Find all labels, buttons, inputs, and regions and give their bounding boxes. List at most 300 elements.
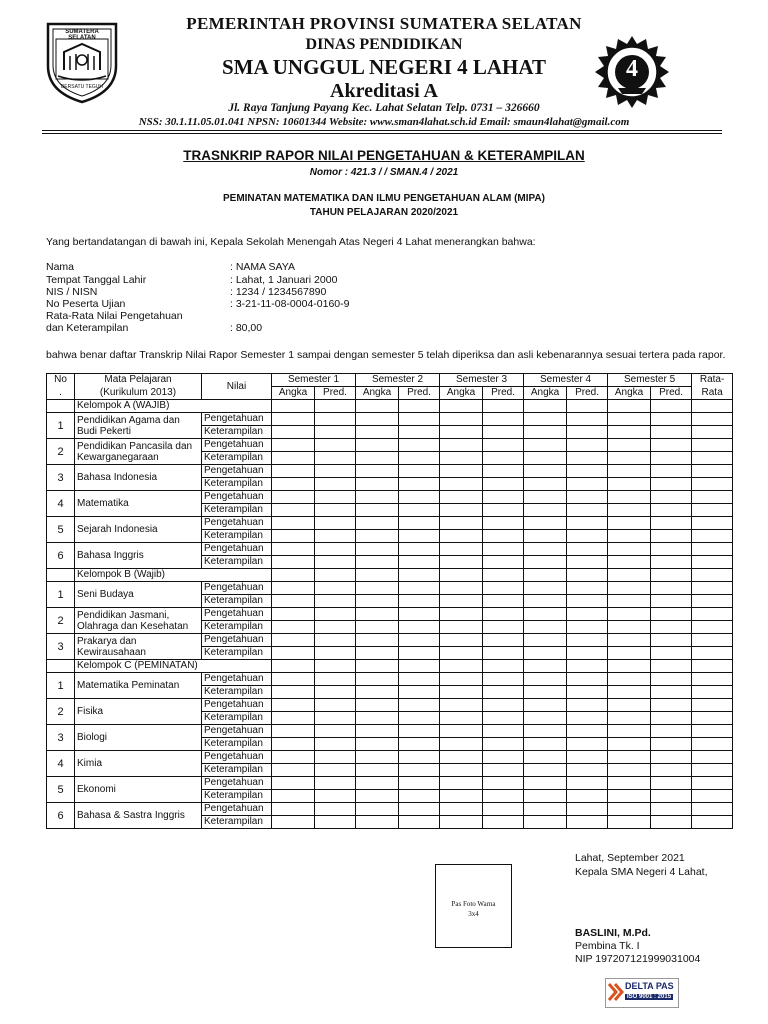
grade-cell: [483, 790, 524, 803]
grade-cell: [608, 478, 651, 491]
subject-row: [47, 582, 733, 595]
grade-cell: [399, 413, 440, 426]
grade-cell: [272, 686, 315, 699]
letterhead-identifiers: NSS: 30.1.11.05.01.041 NPSN: 10601344 Website: www.sman4lahat.sch.id Email: smaun4lahat@gmail.com: [138, 116, 630, 128]
grade-cell: [567, 673, 608, 686]
grade-cell: [399, 452, 440, 465]
grade-cell: [567, 777, 608, 790]
grade-cell: [272, 738, 315, 751]
grade-cell: [567, 660, 608, 673]
grade-cell: [692, 556, 733, 569]
grade-cell: [608, 686, 651, 699]
grade-cell: [440, 686, 483, 699]
nis-value: : 1234 / 1234567890: [230, 286, 327, 298]
group-row: [47, 400, 733, 413]
grade-cell: [399, 543, 440, 556]
skill-label: Keterampilan: [202, 764, 272, 777]
grade-cell: [356, 816, 399, 829]
grade-cell: [608, 413, 651, 426]
grade-cell: [483, 556, 524, 569]
grade-cell: [272, 413, 315, 426]
grade-cell: [651, 660, 692, 673]
subject-number: 6: [47, 543, 75, 569]
grade-cell: [567, 725, 608, 738]
skill-label: Keterampilan: [202, 556, 272, 569]
subject-number: 3: [47, 634, 75, 660]
grade-cell: [692, 478, 733, 491]
grade-cell: [315, 738, 356, 751]
grade-cell: [524, 790, 567, 803]
grade-cell: [399, 530, 440, 543]
grade-cell: [356, 790, 399, 803]
grade-cell: [483, 686, 524, 699]
grade-cell: [608, 452, 651, 465]
grade-cell: [567, 517, 608, 530]
knowledge-label: Pengetahuan: [202, 413, 272, 426]
grade-cell: [272, 504, 315, 517]
grade-cell: [440, 608, 483, 621]
grade-cell: [440, 543, 483, 556]
subject-row: [47, 699, 733, 712]
grade-cell: [692, 777, 733, 790]
subject-row: [47, 491, 733, 504]
grade-cell: [608, 816, 651, 829]
average-label-line1: Rata-Rata Nilai Pengetahuan: [46, 310, 183, 322]
grade-cell: [315, 478, 356, 491]
group-title: Kelompok C (PEMINATAN): [75, 660, 272, 673]
grade-cell: [356, 543, 399, 556]
grade-cell: [440, 517, 483, 530]
grade-cell: [440, 530, 483, 543]
grade-cell: [608, 569, 651, 582]
grade-cell: [483, 504, 524, 517]
header-angka: Angka: [356, 387, 399, 400]
group-row: [47, 660, 733, 673]
header-curriculum: (Kurikulum 2013): [75, 387, 202, 400]
subject-number: 1: [47, 582, 75, 608]
grade-cell: [356, 569, 399, 582]
grade-cell: [483, 478, 524, 491]
grade-cell: [272, 478, 315, 491]
signatory-nip: NIP 197207121999031004: [575, 953, 701, 965]
grade-cell: [483, 426, 524, 439]
subject-row: [47, 439, 733, 452]
photo-placeholder: [435, 864, 512, 948]
grade-cell: [399, 790, 440, 803]
subject-number: 6: [47, 803, 75, 829]
grade-cell: [356, 556, 399, 569]
subject-name: Pendidikan Agama dan Budi Pekerti: [75, 413, 202, 439]
grade-cell: [356, 712, 399, 725]
grade-cell: [315, 790, 356, 803]
knowledge-label: Pengetahuan: [202, 725, 272, 738]
grade-cell: [608, 426, 651, 439]
grade-cell: [483, 452, 524, 465]
subject-number: 5: [47, 517, 75, 543]
grade-cell: [315, 400, 356, 413]
grade-cell: [567, 426, 608, 439]
grade-cell: [692, 413, 733, 426]
group-title: Kelompok A (WAJIB): [75, 400, 272, 413]
badge-iso: ISO 9001 : 2015: [627, 994, 672, 1000]
grade-cell: [356, 673, 399, 686]
grade-cell: [315, 686, 356, 699]
grade-cell: [483, 465, 524, 478]
grade-cell: [524, 634, 567, 647]
grade-cell: [692, 686, 733, 699]
nis-label: NIS / NISN: [46, 286, 98, 298]
grade-cell: [608, 517, 651, 530]
grades-body: [47, 400, 733, 829]
grade-cell: [272, 647, 315, 660]
grade-cell: [440, 426, 483, 439]
grade-cell: [399, 751, 440, 764]
grade-cell: [608, 738, 651, 751]
grade-cell: [356, 400, 399, 413]
grade-cell: [524, 582, 567, 595]
grade-cell: [567, 439, 608, 452]
grade-cell: [692, 634, 733, 647]
grade-cell: [356, 751, 399, 764]
exam-number-value: : 3-21-11-08-0004-0160-9: [230, 298, 350, 310]
skill-label: Keterampilan: [202, 790, 272, 803]
photo-size: 3x4: [468, 910, 479, 918]
grade-cell: [483, 413, 524, 426]
grade-cell: [315, 439, 356, 452]
grade-cell: [315, 595, 356, 608]
grade-cell: [608, 803, 651, 816]
grade-cell: [399, 673, 440, 686]
grade-cell: [692, 621, 733, 634]
grade-cell: [524, 517, 567, 530]
grade-cell: [608, 621, 651, 634]
grade-cell: [272, 452, 315, 465]
header-semester-5: Semester 5: [608, 374, 692, 387]
badge-brand: DELTA PAS: [625, 981, 674, 991]
grade-cell: [567, 738, 608, 751]
grade-cell: [651, 699, 692, 712]
grade-cell: [399, 699, 440, 712]
grade-cell: [567, 686, 608, 699]
grade-cell: [440, 712, 483, 725]
grade-cell: [272, 608, 315, 621]
grade-cell: [567, 634, 608, 647]
header-pred: Pred.: [567, 387, 608, 400]
grade-cell: [356, 699, 399, 712]
grade-cell: [483, 725, 524, 738]
grade-cell: [651, 634, 692, 647]
grade-cell: [651, 543, 692, 556]
grade-cell: [692, 439, 733, 452]
grade-cell: [567, 647, 608, 660]
grade-cell: [399, 426, 440, 439]
grade-cell: [356, 725, 399, 738]
grade-cell: [272, 530, 315, 543]
grade-cell: [315, 517, 356, 530]
grade-cell: [692, 673, 733, 686]
header-semester-3: Semester 3: [440, 374, 524, 387]
grade-cell: [567, 543, 608, 556]
grade-cell: [651, 530, 692, 543]
grade-cell: [440, 790, 483, 803]
letterhead-address: Jl. Raya Tanjung Payang Kec. Lahat Selatan Telp. 0731 – 326660: [228, 102, 540, 114]
grade-cell: [272, 426, 315, 439]
knowledge-label: Pengetahuan: [202, 803, 272, 816]
grade-cell: [315, 465, 356, 478]
grade-cell: [272, 751, 315, 764]
group-row: [47, 569, 733, 582]
header-angka: Angka: [524, 387, 567, 400]
photo-label: Pas Foto Warna: [451, 900, 496, 908]
header-pred: Pred.: [483, 387, 524, 400]
grade-cell: [524, 595, 567, 608]
grade-cell: [608, 660, 651, 673]
grade-cell: [651, 595, 692, 608]
grade-cell: [524, 504, 567, 517]
grade-cell: [315, 777, 356, 790]
grade-cell: [567, 803, 608, 816]
average-value: : 80,00: [230, 322, 263, 334]
grade-cell: [608, 556, 651, 569]
group-no-cell: [47, 400, 75, 413]
grade-cell: [440, 439, 483, 452]
grade-cell: [399, 764, 440, 777]
subject-name: Biologi: [75, 725, 202, 751]
grade-cell: [483, 530, 524, 543]
subject-number: 4: [47, 491, 75, 517]
grade-cell: [524, 478, 567, 491]
skill-label: Keterampilan: [202, 595, 272, 608]
grade-cell: [608, 725, 651, 738]
exam-number-label: No Peserta Ujian: [46, 298, 126, 310]
grade-cell: [399, 478, 440, 491]
letterhead-department: DINAS PENDIDIKAN: [305, 36, 463, 53]
grade-cell: [483, 439, 524, 452]
grade-cell: [315, 452, 356, 465]
grade-cell: [440, 569, 483, 582]
subject-row: [47, 803, 733, 816]
grade-cell: [356, 634, 399, 647]
grade-cell: [272, 803, 315, 816]
grade-cell: [440, 582, 483, 595]
subject-row: [47, 725, 733, 738]
grade-cell: [524, 725, 567, 738]
grade-cell: [483, 764, 524, 777]
subject-name: Prakarya dan Kewirausahaan: [75, 634, 202, 660]
grade-cell: [651, 647, 692, 660]
knowledge-label: Pengetahuan: [202, 699, 272, 712]
grade-cell: [440, 764, 483, 777]
grade-cell: [608, 699, 651, 712]
grade-cell: [399, 803, 440, 816]
subject-number: 3: [47, 465, 75, 491]
subject-name: Ekonomi: [75, 777, 202, 803]
grade-cell: [651, 400, 692, 413]
grade-cell: [440, 452, 483, 465]
grade-cell: [608, 790, 651, 803]
subject-name: Fisika: [75, 699, 202, 725]
grade-cell: [567, 504, 608, 517]
grade-cell: [399, 595, 440, 608]
grade-cell: [692, 504, 733, 517]
grade-cell: [651, 686, 692, 699]
skill-label: Keterampilan: [202, 530, 272, 543]
grade-cell: [567, 608, 608, 621]
grade-cell: [524, 452, 567, 465]
skill-label: Keterampilan: [202, 647, 272, 660]
grade-cell: [524, 777, 567, 790]
header-angka: Angka: [440, 387, 483, 400]
grade-cell: [651, 712, 692, 725]
grade-cell: [315, 569, 356, 582]
grade-cell: [483, 660, 524, 673]
grade-cell: [567, 816, 608, 829]
grade-cell: [567, 413, 608, 426]
grade-cell: [524, 413, 567, 426]
grade-cell: [315, 647, 356, 660]
grade-cell: [483, 751, 524, 764]
knowledge-label: Pengetahuan: [202, 491, 272, 504]
grade-cell: [399, 816, 440, 829]
grade-cell: [315, 764, 356, 777]
header-pred: Pred.: [315, 387, 356, 400]
grade-cell: [524, 465, 567, 478]
subject-name: Matematika: [75, 491, 202, 517]
grade-cell: [524, 764, 567, 777]
grade-cell: [440, 777, 483, 790]
knowledge-label: Pengetahuan: [202, 673, 272, 686]
grade-cell: [608, 777, 651, 790]
grade-cell: [567, 491, 608, 504]
grade-cell: [399, 738, 440, 751]
grade-cell: [440, 491, 483, 504]
grade-cell: [651, 816, 692, 829]
grade-cell: [315, 634, 356, 647]
grade-cell: [272, 660, 315, 673]
grade-cell: [692, 751, 733, 764]
grade-cell: [315, 556, 356, 569]
grade-cell: [651, 426, 692, 439]
grade-cell: [315, 504, 356, 517]
grade-cell: [651, 556, 692, 569]
grade-cell: [356, 647, 399, 660]
header-rata: Rata-: [692, 374, 733, 387]
grade-cell: [272, 725, 315, 738]
grade-cell: [399, 569, 440, 582]
grade-cell: [399, 465, 440, 478]
grade-cell: [483, 803, 524, 816]
grade-cell: [567, 400, 608, 413]
name-label: Nama: [46, 261, 75, 273]
grade-cell: [356, 777, 399, 790]
grade-cell: [315, 543, 356, 556]
grade-cell: [651, 465, 692, 478]
grade-cell: [483, 816, 524, 829]
subject-row: [47, 751, 733, 764]
grade-cell: [272, 491, 315, 504]
grade-cell: [651, 504, 692, 517]
skill-label: Keterampilan: [202, 478, 272, 491]
grade-cell: [399, 777, 440, 790]
grade-cell: [608, 504, 651, 517]
grade-cell: [692, 491, 733, 504]
grade-cell: [608, 751, 651, 764]
grade-cell: [272, 400, 315, 413]
grade-cell: [692, 582, 733, 595]
grade-cell: [356, 738, 399, 751]
subject-name: Bahasa Inggris: [75, 543, 202, 569]
subject-name: Pendidikan Pancasila dan Kewarganegaraan: [75, 439, 202, 465]
grade-cell: [483, 647, 524, 660]
grade-cell: [399, 517, 440, 530]
grade-cell: [315, 751, 356, 764]
name-value: : NAMA SAYA: [230, 261, 295, 273]
grade-cell: [440, 465, 483, 478]
birth-value: : Lahat, 1 Januari 2000: [230, 274, 338, 286]
header-nilai: Nilai: [202, 374, 272, 400]
signature-position: Kepala SMA Negeri 4 Lahat,: [575, 866, 708, 878]
grade-cell: [356, 621, 399, 634]
grade-cell: [692, 738, 733, 751]
grade-cell: [272, 673, 315, 686]
grade-cell: [651, 725, 692, 738]
grade-cell: [356, 608, 399, 621]
grade-cell: [356, 491, 399, 504]
letterhead-government: PEMERINTAH PROVINSI SUMATERA SELATAN: [186, 14, 582, 33]
grade-cell: [692, 517, 733, 530]
grade-cell: [608, 647, 651, 660]
grade-cell: [399, 712, 440, 725]
subject-name: Bahasa & Sastra Inggris: [75, 803, 202, 829]
grade-cell: [315, 660, 356, 673]
grade-cell: [567, 556, 608, 569]
grade-cell: [608, 634, 651, 647]
grade-cell: [440, 660, 483, 673]
header-semester-1: Semester 1: [272, 374, 356, 387]
grade-cell: [483, 608, 524, 621]
grade-cell: [399, 491, 440, 504]
header-pred: Pred.: [651, 387, 692, 400]
grade-cell: [399, 400, 440, 413]
grade-cell: [272, 621, 315, 634]
grade-cell: [608, 491, 651, 504]
header-semester-2: Semester 2: [356, 374, 440, 387]
grade-cell: [524, 699, 567, 712]
skill-label: Keterampilan: [202, 816, 272, 829]
grade-cell: [272, 569, 315, 582]
grade-cell: [272, 595, 315, 608]
subject-row: [47, 777, 733, 790]
grade-cell: [567, 751, 608, 764]
grade-cell: [567, 790, 608, 803]
grade-cell: [315, 816, 356, 829]
grade-cell: [567, 478, 608, 491]
grade-cell: [567, 764, 608, 777]
grade-cell: [524, 751, 567, 764]
grade-cell: [524, 738, 567, 751]
grade-cell: [483, 582, 524, 595]
grade-cell: [608, 465, 651, 478]
grade-cell: [651, 777, 692, 790]
letterhead-accreditation: Akreditasi A: [330, 80, 438, 102]
grade-cell: [272, 764, 315, 777]
grade-cell: [440, 504, 483, 517]
grade-cell: [651, 673, 692, 686]
grade-cell: [651, 569, 692, 582]
grade-cell: [483, 712, 524, 725]
grade-cell: [524, 439, 567, 452]
grade-cell: [608, 439, 651, 452]
